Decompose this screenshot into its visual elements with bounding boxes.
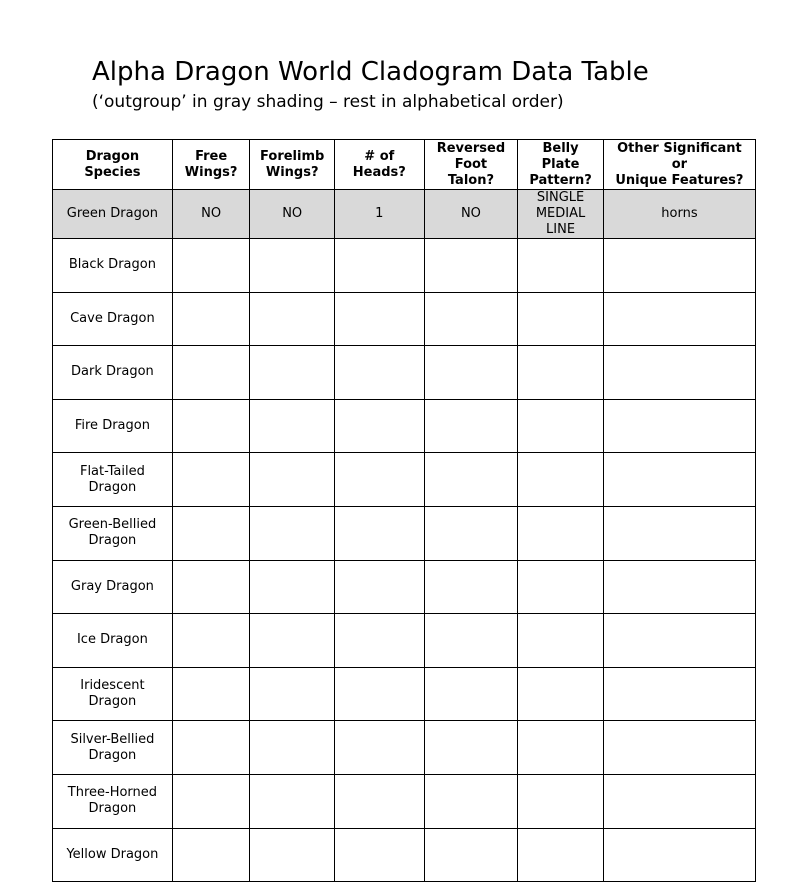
- heads-cell[interactable]: [334, 774, 424, 828]
- species-name: Silver-Bellied Dragon: [53, 721, 173, 775]
- species-name: Ice Dragon: [53, 614, 173, 668]
- forelimb-wings-cell[interactable]: [250, 560, 335, 614]
- reversed-talon-cell[interactable]: [424, 292, 518, 346]
- features-cell[interactable]: [603, 346, 755, 400]
- species-name: Gray Dragon: [53, 560, 173, 614]
- species-name: Green Dragon: [53, 190, 173, 239]
- page-subtitle: (‘outgroup’ in gray shading – rest in alphabetical order): [92, 92, 564, 112]
- table-row: [53, 399, 756, 453]
- reversed-talon-cell[interactable]: [424, 346, 518, 400]
- heads-cell[interactable]: 1: [334, 190, 424, 239]
- header-features: Other Significant or Unique Features?: [603, 140, 755, 190]
- heads-cell[interactable]: [334, 614, 424, 668]
- table-row: [53, 614, 756, 668]
- belly-pattern-cell[interactable]: [518, 346, 604, 400]
- forelimb-wings-cell[interactable]: [250, 292, 335, 346]
- table-row: [53, 667, 756, 721]
- reversed-talon-cell[interactable]: [424, 399, 518, 453]
- features-cell[interactable]: [603, 453, 755, 507]
- belly-pattern-cell[interactable]: [518, 774, 604, 828]
- header-reversed-talon: Reversed Foot Talon?: [424, 140, 518, 190]
- belly-pattern-cell[interactable]: [518, 721, 604, 775]
- species-name: Green-Bellied Dragon: [53, 506, 173, 560]
- reversed-talon-cell[interactable]: [424, 828, 518, 882]
- belly-pattern-cell[interactable]: [518, 453, 604, 507]
- species-name: Iridescent Dragon: [53, 667, 173, 721]
- free-wings-cell[interactable]: [172, 560, 250, 614]
- species-name: Three-Horned Dragon: [53, 774, 173, 828]
- table-row: [53, 239, 756, 293]
- table-row: [53, 721, 756, 775]
- species-name: Dark Dragon: [53, 346, 173, 400]
- free-wings-cell[interactable]: NO: [172, 190, 250, 239]
- reversed-talon-cell[interactable]: [424, 560, 518, 614]
- forelimb-wings-cell[interactable]: [250, 774, 335, 828]
- species-name: Fire Dragon: [53, 399, 173, 453]
- forelimb-wings-cell[interactable]: [250, 399, 335, 453]
- features-cell[interactable]: [603, 239, 755, 293]
- cladogram-data-table: [52, 139, 756, 882]
- heads-cell[interactable]: [334, 399, 424, 453]
- reversed-talon-cell[interactable]: [424, 667, 518, 721]
- features-cell[interactable]: [603, 292, 755, 346]
- features-cell[interactable]: [603, 560, 755, 614]
- free-wings-cell[interactable]: [172, 506, 250, 560]
- forelimb-wings-cell[interactable]: [250, 239, 335, 293]
- species-name: Yellow Dragon: [53, 828, 173, 882]
- forelimb-wings-cell[interactable]: [250, 667, 335, 721]
- belly-pattern-cell[interactable]: [518, 560, 604, 614]
- forelimb-wings-cell[interactable]: [250, 614, 335, 668]
- table-row: [53, 292, 756, 346]
- table-row: [53, 506, 756, 560]
- belly-pattern-cell[interactable]: SINGLE MEDIAL LINE: [518, 190, 604, 239]
- table-row: [53, 560, 756, 614]
- heads-cell[interactable]: [334, 506, 424, 560]
- features-cell[interactable]: [603, 399, 755, 453]
- free-wings-cell[interactable]: [172, 721, 250, 775]
- belly-pattern-cell[interactable]: [518, 667, 604, 721]
- reversed-talon-cell[interactable]: [424, 774, 518, 828]
- heads-cell[interactable]: [334, 346, 424, 400]
- free-wings-cell[interactable]: [172, 774, 250, 828]
- species-name: Black Dragon: [53, 239, 173, 293]
- table-header-row: [53, 140, 756, 190]
- belly-pattern-cell[interactable]: [518, 614, 604, 668]
- heads-cell[interactable]: [334, 560, 424, 614]
- heads-cell[interactable]: [334, 828, 424, 882]
- features-cell[interactable]: [603, 614, 755, 668]
- free-wings-cell[interactable]: [172, 239, 250, 293]
- features-cell[interactable]: horns: [603, 190, 755, 239]
- belly-pattern-cell[interactable]: [518, 828, 604, 882]
- header-species: Dragon Species: [53, 140, 173, 190]
- belly-pattern-cell[interactable]: [518, 239, 604, 293]
- table-row: [53, 828, 756, 882]
- features-cell[interactable]: [603, 667, 755, 721]
- free-wings-cell[interactable]: [172, 453, 250, 507]
- table-row: [53, 346, 756, 400]
- header-forelimb-wings: Forelimb Wings?: [250, 140, 335, 190]
- heads-cell[interactable]: [334, 239, 424, 293]
- free-wings-cell[interactable]: [172, 828, 250, 882]
- header-free-wings: Free Wings?: [172, 140, 250, 190]
- forelimb-wings-cell[interactable]: [250, 828, 335, 882]
- forelimb-wings-cell[interactable]: [250, 346, 335, 400]
- features-cell[interactable]: [603, 774, 755, 828]
- heads-cell[interactable]: [334, 453, 424, 507]
- reversed-talon-cell[interactable]: NO: [424, 190, 518, 239]
- belly-pattern-cell[interactable]: [518, 292, 604, 346]
- page-title: Alpha Dragon World Cladogram Data Table: [92, 57, 649, 87]
- free-wings-cell[interactable]: [172, 292, 250, 346]
- free-wings-cell[interactable]: [172, 399, 250, 453]
- reversed-talon-cell[interactable]: [424, 239, 518, 293]
- reversed-talon-cell[interactable]: [424, 614, 518, 668]
- forelimb-wings-cell[interactable]: [250, 721, 335, 775]
- heads-cell[interactable]: [334, 292, 424, 346]
- belly-pattern-cell[interactable]: [518, 506, 604, 560]
- free-wings-cell[interactable]: [172, 614, 250, 668]
- reversed-talon-cell[interactable]: [424, 721, 518, 775]
- reversed-talon-cell[interactable]: [424, 453, 518, 507]
- forelimb-wings-cell[interactable]: [250, 453, 335, 507]
- table-row: [53, 453, 756, 507]
- features-cell[interactable]: [603, 506, 755, 560]
- species-name: Flat-Tailed Dragon: [53, 453, 173, 507]
- heads-cell[interactable]: [334, 667, 424, 721]
- heads-cell[interactable]: [334, 721, 424, 775]
- header-heads: # of Heads?: [334, 140, 424, 190]
- belly-pattern-cell[interactable]: [518, 399, 604, 453]
- species-name: Cave Dragon: [53, 292, 173, 346]
- outgroup-row: [53, 190, 756, 239]
- free-wings-cell[interactable]: [172, 346, 250, 400]
- features-cell[interactable]: [603, 828, 755, 882]
- header-belly-pattern: Belly Plate Pattern?: [518, 140, 604, 190]
- table-row: [53, 774, 756, 828]
- forelimb-wings-cell[interactable]: NO: [250, 190, 335, 239]
- free-wings-cell[interactable]: [172, 667, 250, 721]
- forelimb-wings-cell[interactable]: [250, 506, 335, 560]
- reversed-talon-cell[interactable]: [424, 506, 518, 560]
- features-cell[interactable]: [603, 721, 755, 775]
